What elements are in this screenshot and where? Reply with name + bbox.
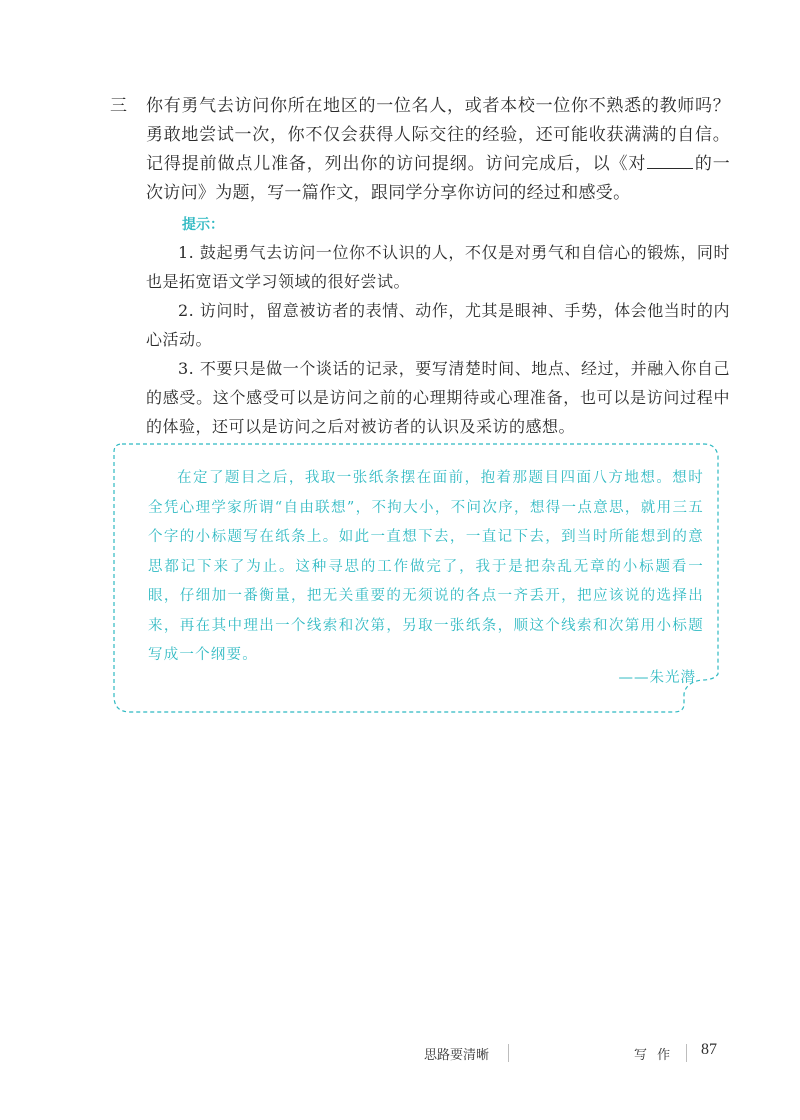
exercise-section bbox=[110, 92, 730, 441]
prompt-text-after-blank: 的一次访问》为题，写一篇作文，跟同学分享你访问的经过和感受。 bbox=[146, 154, 730, 203]
footer-divider-right bbox=[686, 1044, 687, 1062]
exercise-number: 三 bbox=[110, 96, 127, 116]
quote-author: ——朱光潜 bbox=[618, 670, 696, 686]
footer-unit-title: 写 作 bbox=[634, 1048, 674, 1063]
quote-box bbox=[112, 442, 724, 714]
hint-item-3: 3. 不要只是做一个谈话的记录，要写清楚时间、地点、经过，并融入你自己的感受。这个感受可以是访问之前的心理期待或心理准备，也可以是访问过程中的体验，还可以是访问之后对被访者的认识及采访的感想。 bbox=[146, 359, 730, 436]
quote-text: 在定了题目之后，我取一张纸条摆在面前，抱着那题目四面八方地想。想时全凭心理学家所谓“自由联想”，不拘大小，不问次序，想得一点意思，就用三五个字的小标题写在纸条上。如此一直想下去，一直记下去，到当时所能想到的意思都记下来了为止。这种寻思的工作做完了，我于是把杂乱无章的小标题看一眼，仔细加一番衡量，把无关重要的无须说的各点一齐丢开，把应该说的选择出来，再在其中理出一个线索和次第，另取一张纸条，顺这个线索和次第用小标题写成一个纲要。 bbox=[148, 470, 704, 663]
footer-divider-left bbox=[508, 1044, 509, 1062]
fill-in-blank-line bbox=[647, 167, 693, 169]
page-number: 87 bbox=[701, 1041, 717, 1058]
prompt-text-before-blank: 你有勇气去访问你所在地区的一位名人，或者本校一位你不熟悉的教师吗？勇敢地尝试一次，你不仅会获得人际交往的经验，还可能收获满满的自信。记得提前做点儿准备，列出你的访问提纲。访问完成后，以《对 bbox=[146, 96, 730, 174]
hints-title: 提示： bbox=[182, 217, 224, 233]
hint-item-1: 1. 鼓起勇气去访问一位你不认识的人，不仅是对勇气和自信心的锻炼，同时也是拓宽语文学习领域的很好尝试。 bbox=[146, 243, 730, 291]
hint-item-2: 2. 访问时，留意被访者的表情、动作，尤其是眼神、手势，体会他当时的内心活动。 bbox=[146, 301, 730, 349]
footer-section-title: 思路要清晰 bbox=[424, 1048, 490, 1063]
exercise-prompt bbox=[146, 92, 730, 208]
